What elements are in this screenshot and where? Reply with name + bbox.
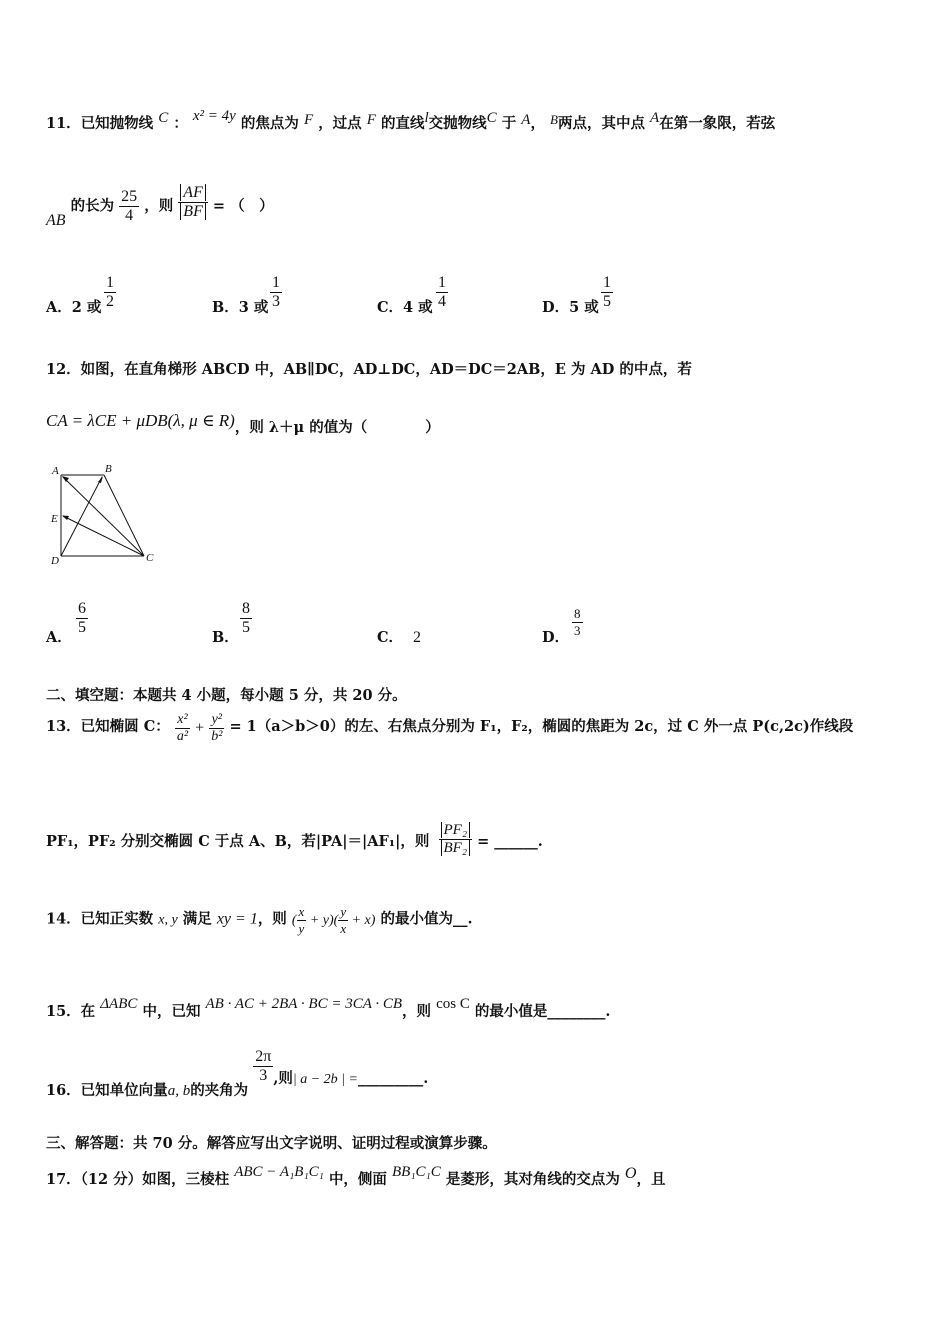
q11-line1 — [46, 108, 776, 133]
q13-line2 — [46, 822, 543, 857]
q11-option-c[interactable] — [377, 296, 433, 317]
q12-option-a-frac — [76, 600, 88, 637]
q11-number: 11． — [46, 115, 81, 132]
q11-option-b-label: B．3 或 — [212, 299, 269, 316]
q15-text: 15．在 — [46, 1003, 96, 1020]
q11-point-A: A — [521, 112, 531, 128]
q11-text: 交抛物线 — [428, 115, 487, 132]
frac-num: 1 — [272, 274, 280, 291]
q11-option-a-frac — [104, 274, 116, 311]
q11-ratio-den: BF — [180, 203, 206, 220]
segment-BC — [104, 475, 144, 556]
q15-cos-C: cos C — [436, 996, 470, 1012]
section3-heading: 三、解答题：共 70 分。解答应写出文字说明、证明过程或演算步骤。 — [46, 1135, 497, 1152]
q13-text: PF₁，PF₂ 分别交椭圆 C 于点 A、B，若|PA|＝|AF₁|，则 — [46, 832, 430, 850]
frac-den: 2 — [106, 293, 114, 310]
q12-line1: 12．如图，在直角梯形 ABCD 中，AB∥DC，AD⊥DC，AD＝DC＝2AB，E 为 AD 的中点，若 — [46, 361, 692, 378]
frac-num: 1 — [438, 274, 446, 291]
q16-vars: a, b — [167, 1082, 191, 1099]
q13-text: = 1（a＞b＞0）的左、右焦点分别为 F₁，F₂，椭圆的焦距为 2c，过 C 外一点 P(c,2c)作线段 — [229, 717, 854, 735]
q11-text: 已知抛物线 — [80, 115, 154, 132]
frac-den: x — [340, 921, 347, 936]
q12-trapezoid-figure — [44, 460, 164, 570]
frac-den: 3 — [272, 293, 280, 310]
q11-option-d[interactable] — [542, 296, 599, 317]
q11-option-d-label: D．5 或 — [542, 299, 599, 316]
q16-text: 的夹角为 — [190, 1081, 249, 1099]
frac-den: 5 — [242, 619, 250, 636]
q11-option-c-label: C．4 或 — [377, 299, 433, 316]
q13-text: 13．已知椭圆 C： — [46, 717, 170, 735]
q12-option-b-frac — [240, 600, 252, 637]
q11-length-den: 4 — [119, 206, 139, 225]
q17-line — [46, 1164, 666, 1189]
q17-text: 中，侧面 — [328, 1171, 387, 1188]
q11-text: 的直线 — [380, 115, 425, 132]
q11-option-a-label: A．2 或 — [46, 299, 102, 316]
q17-text: ，且 — [636, 1171, 666, 1188]
frac-den: b² — [211, 729, 223, 744]
q11-length-fraction — [119, 188, 139, 225]
vector-CA — [63, 477, 144, 556]
q12-option-d-frac — [572, 606, 583, 639]
q14-expr-part: + x) — [348, 912, 376, 928]
q14-answer-blank[interactable]: 的最小值为__. — [380, 910, 473, 928]
q15-answer-blank[interactable]: 的最小值是________. — [474, 1003, 611, 1020]
q12-option-a-label: A． — [46, 629, 72, 646]
frac-num: PF₂ — [441, 822, 471, 838]
q11-text: 的长为 — [70, 197, 115, 215]
q11-ratio-num: AF — [180, 184, 206, 201]
label-A: A — [52, 465, 59, 477]
frac-num: y — [340, 904, 347, 919]
frac-den: BF₂ — [441, 840, 471, 856]
q11-point-B: B — [550, 112, 558, 127]
q16-text: ,则 — [273, 1069, 293, 1087]
q12-option-a[interactable] — [46, 626, 72, 647]
q16-angle-fraction — [253, 1048, 273, 1085]
label-E: E — [51, 513, 58, 525]
frac-den: y — [298, 921, 305, 936]
q16-line — [46, 1048, 429, 1099]
q11-parabola-eq: x² = 4y — [192, 108, 236, 124]
q16-expression: | a − 2b | = — [292, 1071, 358, 1087]
q15-triangle: ΔABC — [100, 996, 138, 1012]
q11-text: 于 — [501, 115, 517, 132]
frac-den: 3 — [574, 623, 581, 638]
q11-text: 的焦点为 — [240, 115, 299, 132]
q12-option-c[interactable] — [377, 626, 421, 647]
q11-colon: ： — [173, 115, 188, 132]
q13-fraction-y — [209, 712, 224, 745]
frac-den: 3 — [253, 1066, 273, 1085]
q14-frac-b — [338, 904, 348, 937]
q11-chord-AB: AB — [46, 211, 66, 229]
q15-vector-eq: AB · AC + 2BA · BC = 3CA · CB — [205, 996, 403, 1012]
q17-face: BB₁C₁C — [392, 1164, 441, 1180]
frac-num: x² — [177, 712, 188, 727]
frac-num: 2π — [255, 1048, 272, 1065]
q11-text: ，则 — [144, 197, 174, 215]
q14-vars: x, y — [158, 912, 178, 928]
q14-line — [46, 904, 473, 937]
q12-option-c-value: 2 — [413, 629, 422, 646]
q14-expression: ( $\frac{x}{y}$ + y)( $\frac{y}{x}$ + x) — [291, 904, 376, 936]
q11-line-l: l — [424, 110, 429, 126]
q11-option-c-frac — [436, 274, 448, 311]
frac-num: 8 — [242, 600, 250, 617]
q12-option-d-label: D． — [542, 629, 570, 646]
q11-curve-C-2: C — [486, 110, 497, 126]
q14-text: ，则 — [257, 910, 287, 928]
q11-curve-C: C — [158, 110, 169, 126]
q12-text: ，则 λ＋μ 的值为（ ） — [234, 419, 440, 436]
frac-den: 5 — [78, 619, 86, 636]
frac-den: 5 — [603, 293, 611, 310]
q16-text: 16．已知单位向量 — [46, 1081, 168, 1099]
q17-text: 17．（12 分）如图，三棱柱 — [46, 1171, 230, 1188]
frac-num: 8 — [574, 606, 581, 621]
q11-option-b-frac — [270, 274, 282, 311]
q14-condition: xy = 1 — [216, 910, 258, 928]
vector-CE — [63, 516, 144, 556]
q11-option-d-frac — [601, 274, 613, 311]
q15-text: 中，已知 — [142, 1003, 201, 1020]
q14-expr-part: + y)( — [306, 912, 339, 928]
arrowhead-CA — [62, 476, 69, 482]
q11-focus-F: F — [303, 112, 314, 128]
q11-point-A-2: A — [650, 110, 660, 126]
q13-answer-blank[interactable]: = ______. — [477, 832, 543, 850]
frac-den: a² — [176, 729, 189, 744]
label-B: B — [105, 463, 112, 475]
section2-heading: 二、填空题：本题共 4 小题，每小题 5 分，共 20 分。 — [46, 687, 407, 704]
q12-vector-eq: CA = λCE + μDB(λ, μ ∈ R) — [46, 411, 235, 430]
q15-text: ，则 — [402, 1003, 432, 1020]
q11-text: ，过点 — [318, 115, 362, 132]
q13-line1 — [46, 712, 853, 745]
frac-num: y² — [211, 712, 223, 727]
frac-num: x — [298, 904, 305, 919]
q13-plus: + — [195, 719, 205, 737]
q13-fraction-x — [175, 712, 190, 745]
q11-text: 两点，其中点 — [557, 115, 645, 132]
q11-ratio-fraction — [178, 184, 208, 221]
q11-focus-F-2: F — [366, 112, 376, 128]
q14-frac-a — [297, 904, 307, 937]
q12-line2 — [46, 411, 440, 437]
q12-option-b[interactable] — [212, 626, 239, 647]
label-C: C — [146, 552, 154, 564]
arrowhead-CE — [62, 516, 69, 521]
q11-length-num: 25 — [121, 188, 138, 205]
q14-text: 满足 — [182, 910, 212, 928]
q11-option-a[interactable] — [46, 296, 101, 317]
arrowhead-DB — [98, 476, 103, 483]
frac-num: 1 — [603, 274, 611, 291]
label-D: D — [51, 555, 59, 567]
frac-den: 4 — [438, 293, 446, 310]
q13-ratio-fraction — [439, 822, 473, 857]
frac-num: 1 — [106, 274, 114, 291]
q11-text: 在第一象限，若弦 — [659, 115, 776, 132]
q16-answer-blank[interactable]: _________. — [357, 1069, 429, 1087]
q14-text: 14．已知正实数 — [46, 910, 154, 928]
q12-option-c-label: C． — [377, 629, 404, 646]
q11-option-b[interactable] — [212, 296, 268, 317]
q17-text: 是菱形，其对角线的交点为 — [445, 1171, 620, 1188]
frac-num: 6 — [78, 600, 86, 617]
q11-line2 — [46, 184, 274, 229]
q17-point-O: O — [624, 1165, 637, 1182]
q17-prism: ABC − A₁B₁C₁ — [234, 1164, 324, 1180]
q12-option-d[interactable] — [542, 626, 569, 647]
q11-comma: ， — [530, 115, 545, 132]
q11-text: = （ ） — [212, 197, 274, 215]
q15-line — [46, 996, 611, 1021]
q12-option-b-label: B． — [212, 629, 239, 646]
